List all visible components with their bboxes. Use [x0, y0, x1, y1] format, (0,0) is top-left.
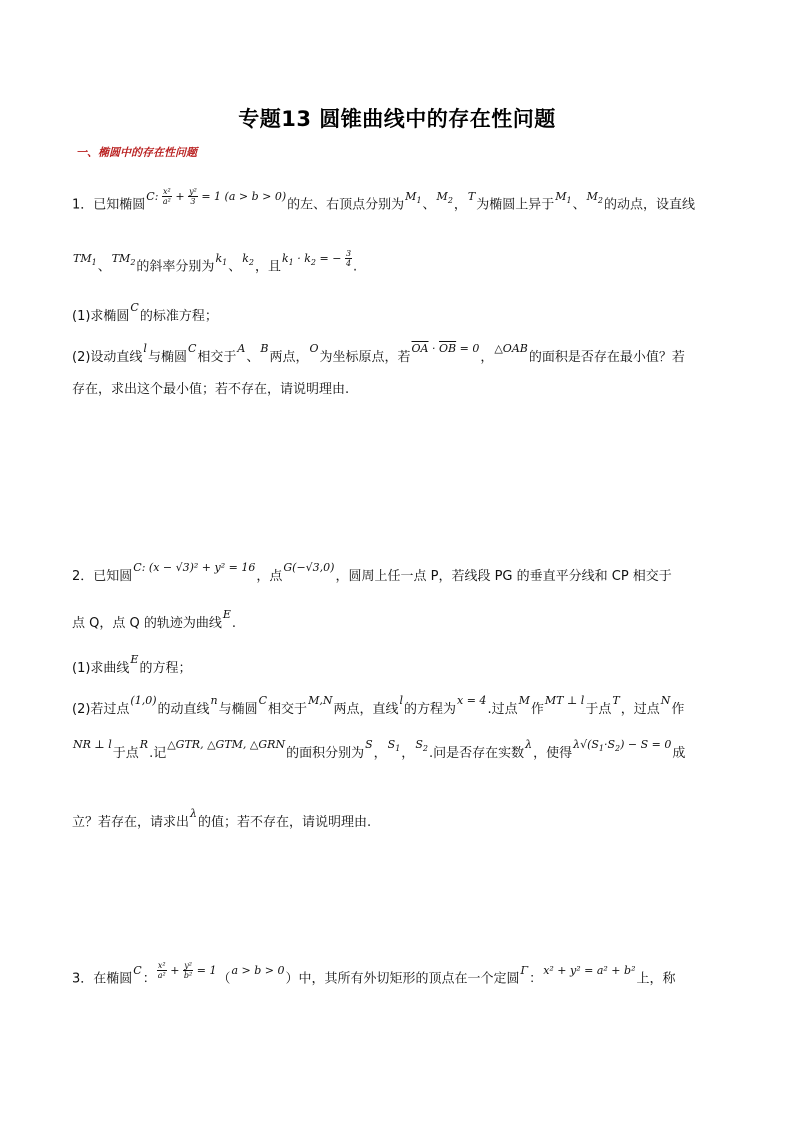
text-run: 、: [228, 259, 242, 275]
text-run: 的面积是否存在最小值？若: [528, 350, 685, 365]
text-run: ，圆周上任一点 P，若线段 PG 的垂直平分线和 CP 相交于: [335, 569, 672, 584]
text-run: 为椭圆上异于: [476, 197, 555, 213]
problem-3-line-1: [72, 961, 724, 989]
problem-1-line-1: [72, 187, 724, 219]
text-run: ，使得: [533, 746, 573, 761]
math-expression: T: [612, 694, 620, 707]
problem-1-line-2: $^{TM_1}$、$^{TM_2}$的斜率分别为$^{k_1}$、$^{k_2}$，且$^{k_1 \cdot k_2 = - \frac{3}{4}}$ .: [73, 249, 358, 275]
text-run: 2．已知圆: [72, 569, 133, 584]
math-expression: O: [309, 342, 319, 355]
text-run: 、: [422, 197, 436, 213]
math-expression: C: (x − √3)² + y² = 16: [133, 561, 256, 574]
math-expression: C: [130, 301, 139, 314]
math-expression: E: [222, 608, 231, 621]
math-expression: x² a² + y² b² = 1: [157, 961, 217, 980]
text-run: 于点: [112, 746, 139, 761]
text-run: 1．已知椭圆: [72, 197, 146, 213]
problem-2-part-1: [72, 653, 724, 678]
text-run: .问是否存在实数: [428, 746, 525, 761]
text-run: 的值；若不存在，请说明理由.: [198, 815, 372, 830]
text-run: 的斜率分别为: [136, 259, 215, 275]
math-expression: OA · OB = 0: [411, 342, 480, 355]
math-expression: MT ⊥ l: [544, 694, 585, 707]
text-run: ，: [453, 197, 467, 213]
text-run: 与椭圆: [218, 702, 258, 717]
text-run: 相交于: [197, 350, 237, 365]
math-expression: x² + y² = a² + b²: [543, 963, 636, 977]
text-run: 的动直线: [157, 702, 210, 717]
problem-2-line-1: [72, 561, 724, 586]
text-run: 3．在椭圆: [72, 971, 133, 987]
math-expression: a > b > 0: [231, 963, 285, 977]
text-run: ：: [529, 971, 543, 987]
text-run: 作: [671, 702, 685, 717]
text-run: (2)若过点: [72, 702, 130, 717]
math-expression: C: [187, 342, 197, 355]
math-expression: M2: [586, 189, 604, 205]
text-run: ，: [480, 350, 494, 365]
math-expression: B: [260, 342, 269, 355]
math-expression: (1,0): [130, 694, 157, 707]
math-expression: N: [660, 694, 671, 707]
text-run: ，过点: [620, 702, 660, 717]
text-run: 的左、右顶点分别为: [287, 197, 405, 213]
math-expression: T: [467, 189, 476, 203]
text-run: .过点: [487, 702, 518, 717]
text-run: ，: [373, 746, 387, 761]
math-expression: M1: [405, 189, 422, 205]
math-expression: l: [143, 342, 147, 355]
math-expression: C: [258, 694, 268, 707]
math-expression: A: [237, 342, 246, 355]
math-expression: λ√(S1·S2) − S = 0: [573, 738, 672, 754]
math-expression: k1 · k2 = − 3 4: [282, 249, 352, 268]
math-expression: n: [210, 694, 218, 707]
math-expression: S1: [387, 738, 401, 754]
text-run: 、: [246, 350, 260, 365]
text-run: 两点，直线: [333, 702, 399, 717]
text-run: (1)求椭圆: [72, 309, 130, 324]
math-expression: λ: [525, 738, 533, 751]
text-run: ，且: [254, 259, 281, 275]
text-run: 作: [530, 702, 544, 717]
text-run: (1)求曲线: [72, 661, 130, 676]
problem-1-part-1: [72, 301, 724, 326]
problem-1-part-2-cont: [72, 381, 724, 399]
text-run: 的方程为: [404, 702, 457, 717]
text-run: 、: [97, 259, 111, 275]
text-run: 、: [572, 197, 586, 213]
math-expression: S: [365, 738, 373, 751]
text-run: 与椭圆: [147, 350, 187, 365]
text-run: .记: [149, 746, 167, 761]
text-run: ，点: [256, 569, 283, 584]
problem-2-part-2-end: [72, 807, 724, 832]
problem-2-line-2: 点 Q，点 Q 的轨迹为曲线$^E$.: [72, 608, 237, 631]
text-run: (2)设动直线: [72, 350, 143, 365]
text-run: 的动点，设直线: [604, 197, 696, 213]
math-expression: △GTR, △GTM, △GRN: [167, 738, 286, 751]
math-expression: TM1: [73, 251, 97, 267]
math-expression: M1: [555, 189, 572, 205]
math-expression: k1: [215, 251, 228, 267]
text-run: 于点: [585, 702, 612, 717]
text-run: 上，称: [636, 971, 676, 987]
math-expression: S2: [415, 738, 428, 754]
text-run: 两点，: [269, 350, 309, 365]
math-expression: M,N: [308, 694, 333, 707]
math-expression: M2: [436, 189, 453, 205]
text-run: 相交于: [268, 702, 308, 717]
page-title: 专题13 圆锥曲线中的存在性问题: [238, 107, 556, 131]
math-expression: M: [518, 694, 530, 707]
math-expression: l: [399, 694, 403, 707]
text-run: 的面积分别为: [286, 746, 365, 761]
math-expression: R: [139, 738, 149, 751]
math-expression: Γ: [520, 963, 529, 977]
math-expression: λ: [190, 807, 197, 820]
text-run: ，: [401, 746, 415, 761]
text-run: 的标准方程；: [139, 309, 218, 324]
text-run: ）中，其所有外切矩形的顶点在一个定圆: [285, 971, 520, 987]
text-run: 为坐标原点，若: [319, 350, 411, 365]
math-expression: TM2: [111, 251, 136, 267]
text-run: 的方程；: [139, 661, 192, 676]
text-run: 立？若存在，请求出: [72, 815, 190, 830]
math-expression: C: [133, 963, 142, 977]
text-run: 成: [672, 746, 686, 761]
math-expression: G(−√3,0): [283, 561, 335, 574]
math-expression: NR ⊥ l: [73, 738, 112, 751]
math-expression: k2: [242, 251, 254, 267]
text-run: ：: [142, 971, 156, 987]
section-heading: 一、椭圆中的存在性问题: [76, 146, 197, 159]
math-expression: C: x² a² + y² 3 = 1 (a > b > 0): [146, 187, 287, 206]
text-run: （: [217, 971, 231, 987]
math-expression: △OAB: [494, 342, 528, 355]
math-expression: E: [130, 653, 139, 666]
text-run: 存在，求出这个最小值；若不存在，请说明理由.: [72, 382, 350, 397]
text-run: 点 Q，点 Q 的轨迹为曲线: [72, 616, 222, 631]
math-expression: x = 4: [457, 694, 487, 707]
